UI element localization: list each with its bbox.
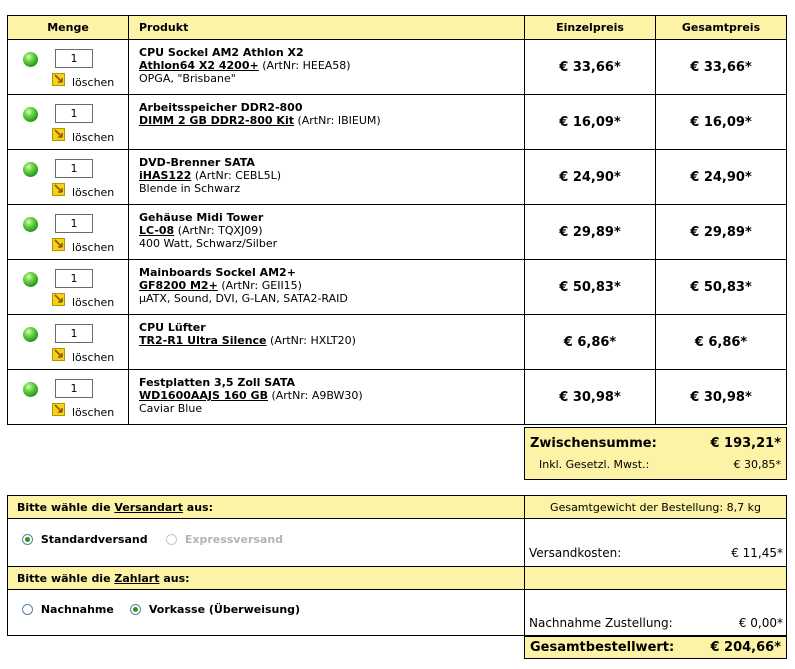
product-description: 400 Watt, Schwarz/Silber [139,237,278,250]
cart-row [7,260,787,315]
status-led-icon [23,52,38,67]
total-price: € 6,86* [694,334,748,350]
cart-row [7,95,787,150]
product-line [139,279,302,292]
delete-arrow-icon[interactable] [52,348,65,361]
delete-link[interactable]: löschen [72,241,115,254]
quantity-input[interactable] [55,324,93,343]
product-link[interactable]: Athlon64 X2 4200+ [139,59,259,72]
unit-price: € 29,89* [559,224,621,240]
product-line [139,169,281,182]
grand-total-value: € 204,66* [710,640,781,655]
shipping-option-express-label: Expressversand [184,533,284,546]
product-category: CPU Lüfter [139,321,206,334]
product-link[interactable]: GF8200 M2+ [139,279,218,292]
cart-row [7,150,787,205]
product-line [139,59,351,72]
quantity-input[interactable] [55,159,93,178]
product-artnr: (ArtNr: CEBL5L) [194,169,282,182]
shipping-prompt-link[interactable]: Versandart [114,500,183,514]
product-description: Blende in Schwarz [139,182,241,195]
product-link[interactable]: TR2-R1 Ultra Silence [139,334,267,347]
quantity-input[interactable] [55,49,93,68]
delete-arrow-icon[interactable] [52,128,65,141]
product-link[interactable]: WD1600AAJS 160 GB [139,389,268,402]
shipping-prompt [17,496,213,518]
radio-cod[interactable] [22,604,33,615]
shipping-option-express [166,533,283,546]
shipping-cost-label: Versandkosten: [529,546,622,560]
cod-fee-value: € 0,00* [738,616,783,630]
delete-link[interactable]: löschen [72,76,115,89]
product-category: CPU Sockel AM2 Athlon X2 [139,46,304,59]
cart-row [7,40,787,95]
quantity-input[interactable] [55,214,93,233]
product-artnr: (ArtNr: GEII15) [221,279,302,292]
delete-arrow-icon[interactable] [52,403,65,416]
product-category: Gehäuse Midi Tower [139,211,264,224]
delete-link[interactable]: löschen [72,131,115,144]
cod-fee-label: Nachnahme Zustellung: [529,616,673,630]
unit-price: € 30,98* [559,389,621,405]
product-line [139,389,363,402]
total-price: € 30,98* [690,389,752,405]
shipping-prompt-suffix: aus: [182,500,213,514]
quantity-input[interactable] [55,104,93,123]
product-artnr: (ArtNr: IBIEUM) [297,114,381,127]
product-artnr: (ArtNr: A9BW30) [271,389,363,402]
col-header-total-price: Gesamtpreis [681,21,761,34]
weight-row [525,496,786,519]
status-led-icon [23,107,38,122]
shipping-option-standard[interactable] [22,533,148,546]
quantity-input[interactable] [55,379,93,398]
radio-standard[interactable] [22,534,33,545]
product-artnr: (ArtNr: TQXJ09) [177,224,263,237]
unit-price: € 6,86* [563,334,617,350]
cart-row [7,315,787,370]
total-price: € 16,09* [690,114,752,130]
payment-prompt-text: Bitte wähle die [17,571,115,585]
subtotal-value: € 193,21* [710,436,781,451]
delete-link[interactable]: löschen [72,406,115,419]
payment-prompt-row [8,566,786,590]
product-artnr: (ArtNr: HXLT20) [270,334,356,347]
shipping-prompt-row [8,496,524,519]
grand-total-box [524,636,787,659]
col-header-product: Produkt [139,21,189,34]
unit-price: € 50,83* [559,279,621,295]
payment-option-prepay-label: Vorkasse (Überweisung) [148,603,301,616]
grand-total-label: Gesamtbestellwert: [530,640,675,655]
radio-express [166,534,177,545]
total-price: € 24,90* [690,169,752,185]
col-header-unit-price: Einzelpreis [556,21,624,34]
product-line [139,224,263,237]
payment-prompt-link[interactable]: Zahlart [114,571,160,585]
total-price: € 33,66* [690,59,752,75]
shipping-cost-value: € 11,45* [731,546,783,560]
delete-arrow-icon[interactable] [52,238,65,251]
payment-prompt [17,567,190,589]
quantity-input[interactable] [55,269,93,288]
status-led-icon [23,327,38,342]
col-header-qty: Menge [47,21,89,34]
total-price: € 29,89* [690,224,752,240]
product-line [139,114,381,127]
product-link[interactable]: DIMM 2 GB DDR2-800 Kit [139,114,294,127]
subtotal-label: Zwischensumme: [530,436,657,451]
status-led-icon [23,382,38,397]
payment-prompt-suffix: aus: [159,571,190,585]
cart-table-header [7,15,787,40]
product-artnr: (ArtNr: HEEA58) [262,59,351,72]
delete-arrow-icon[interactable] [52,293,65,306]
product-category: Festplatten 3,5 Zoll SATA [139,376,296,389]
payment-option-cod[interactable] [22,603,114,616]
total-price: € 50,83* [690,279,752,295]
subtotal-box [524,427,787,480]
weight-text: Gesamtgewicht der Bestellung: 8,7 kg [550,501,761,514]
vat-value: € 30,85* [733,458,781,471]
status-led-icon [23,217,38,232]
product-link[interactable]: LC-08 [139,224,175,237]
product-category: Mainboards Sockel AM2+ [139,266,296,279]
product-description: Caviar Blue [139,402,203,415]
shipping-option-standard-label: Standardversand [40,533,148,546]
radio-prepay[interactable] [130,604,141,615]
cart-row [7,205,787,260]
payment-option-prepay[interactable] [130,603,300,616]
delete-link[interactable]: löschen [72,186,115,199]
cart-row [7,370,787,425]
product-description: OPGA, "Brisbane" [139,72,236,85]
delete-link[interactable]: löschen [72,351,115,364]
product-category: Arbeitsspeicher DDR2-800 [139,101,303,114]
status-led-icon [23,162,38,177]
status-led-icon [23,272,38,287]
unit-price: € 33,66* [559,59,621,75]
vat-label: Inkl. Gesetzl. Mwst.: [539,458,650,471]
product-description: µATX, Sound, DVI, G-LAN, SATA2-RAID [139,292,348,305]
product-line [139,334,356,347]
delete-arrow-icon[interactable] [52,73,65,86]
delete-link[interactable]: löschen [72,296,115,309]
product-link[interactable]: iHAS122 [139,169,192,182]
payment-option-cod-label: Nachnahme [40,603,114,616]
unit-price: € 16,09* [559,114,621,130]
product-category: DVD-Brenner SATA [139,156,255,169]
unit-price: € 24,90* [559,169,621,185]
shipping-prompt-text: Bitte wähle die [17,500,115,514]
delete-arrow-icon[interactable] [52,183,65,196]
